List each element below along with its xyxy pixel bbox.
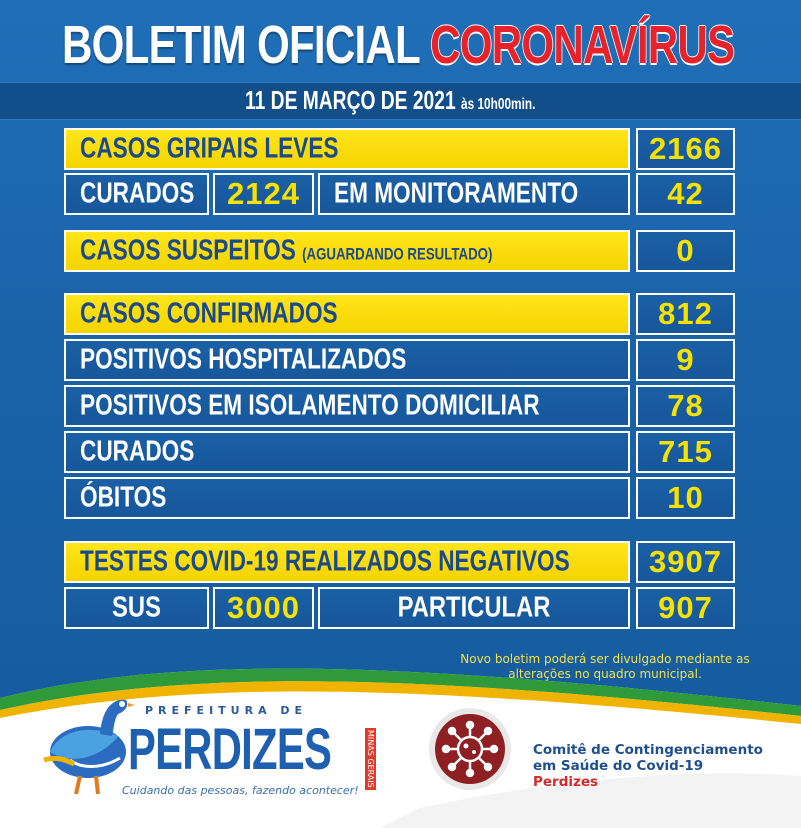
particular-label-box: [318, 587, 630, 629]
curados-label-box: [64, 431, 630, 473]
curados-leves-value: 2124: [227, 176, 300, 211]
page-title: [62, 14, 734, 76]
curados-label: CURADOS: [80, 435, 195, 468]
obitos-value: 10: [667, 480, 704, 515]
testes-value-box: [636, 541, 735, 583]
suspeitos-value: 0: [676, 233, 695, 268]
partridge-bird-icon: [40, 690, 135, 800]
time-text: às 10h00min.: [461, 96, 536, 113]
confirmados-label: CASOS CONFIRMADOS: [80, 297, 338, 330]
particular-label: PARTICULAR: [397, 591, 551, 624]
curados-leves-label: CURADOS: [80, 177, 195, 210]
isolamento-value: 78: [667, 388, 704, 423]
prefeitura-label: PREFEITURA DE: [145, 704, 308, 717]
covid-virus-icon: [428, 707, 512, 791]
suspeitos-label-box: [64, 230, 630, 272]
obitos-label-box: [64, 477, 630, 519]
city-name: PERDIZES: [128, 717, 332, 782]
title-boletim: BOLETIM OFICIAL: [62, 15, 420, 75]
curados-leves-label-box: [64, 173, 209, 215]
particular-value-box: [636, 587, 735, 629]
comite-line3: Perdizes: [533, 774, 599, 790]
confirmados-label-box: [64, 293, 630, 335]
isolamento-label: POSITIVOS EM ISOLAMENTO DOMICILIAR: [80, 389, 540, 422]
update-note: Novo boletim poderá ser divulgado mediante as alterações no quadro municipal.: [460, 652, 750, 681]
sus-value: 3000: [227, 590, 300, 625]
suspeitos-note: (AGUARDANDO RESULTADO): [302, 244, 493, 264]
bulletin-date: [245, 85, 535, 116]
testes-label-box: [64, 541, 630, 583]
isolamento-label-box: [64, 385, 630, 427]
gripais-leves-value-box: [636, 128, 735, 170]
testes-value: 3907: [649, 544, 722, 579]
hospitalizados-value: 9: [676, 342, 695, 377]
comite-line1: Comitê de Contingenciamento: [533, 742, 763, 758]
gripais-leves-value: 2166: [649, 131, 722, 166]
hospitalizados-label-box: [64, 339, 630, 381]
comite-line2: em Saúde do Covid-19: [533, 758, 704, 774]
slogan: Cuidando das pessoas, fazendo acontecer!: [122, 784, 359, 797]
sus-value-box: [213, 587, 314, 629]
confirmados-value: 812: [658, 296, 713, 331]
header: [0, 0, 801, 82]
curados-leves-value-box: [213, 173, 314, 215]
particular-value: 907: [658, 590, 713, 625]
gripais-leves-label-box: [64, 128, 630, 170]
suspeitos-value-box: [636, 230, 735, 272]
suspeitos-label: [80, 235, 492, 268]
suspeitos-title: CASOS SUSPEITOS: [80, 234, 296, 267]
sus-label: SUS: [112, 591, 161, 624]
monitoramento-value: 42: [667, 176, 704, 211]
curados-value: 715: [658, 434, 713, 469]
isolamento-value-box: [636, 385, 735, 427]
state-tag: MINAS GERAIS: [366, 730, 375, 788]
confirmados-value-box: [636, 293, 735, 335]
monitoramento-value-box: [636, 173, 735, 215]
testes-label: TESTES COVID-19 REALIZADOS NEGATIVOS: [80, 545, 570, 578]
monitoramento-label-box: [318, 173, 630, 215]
date-bar: [0, 82, 801, 120]
prefeitura-logo: [40, 690, 375, 810]
sus-label-box: [64, 587, 209, 629]
curados-value-box: [636, 431, 735, 473]
monitoramento-label: EM MONITORAMENTO: [334, 177, 579, 210]
gripais-leves-label: CASOS GRIPAIS LEVES: [80, 132, 339, 165]
hospitalizados-value-box: [636, 339, 735, 381]
date-text: 11 DE MARÇO DE 2021: [245, 85, 456, 115]
obitos-label: ÓBITOS: [80, 481, 167, 514]
obitos-value-box: [636, 477, 735, 519]
title-coronavirus: CORONAVÍRUS: [430, 15, 735, 75]
hospitalizados-label: POSITIVOS HOSPITALIZADOS: [80, 343, 407, 376]
comite-name: [533, 742, 793, 790]
